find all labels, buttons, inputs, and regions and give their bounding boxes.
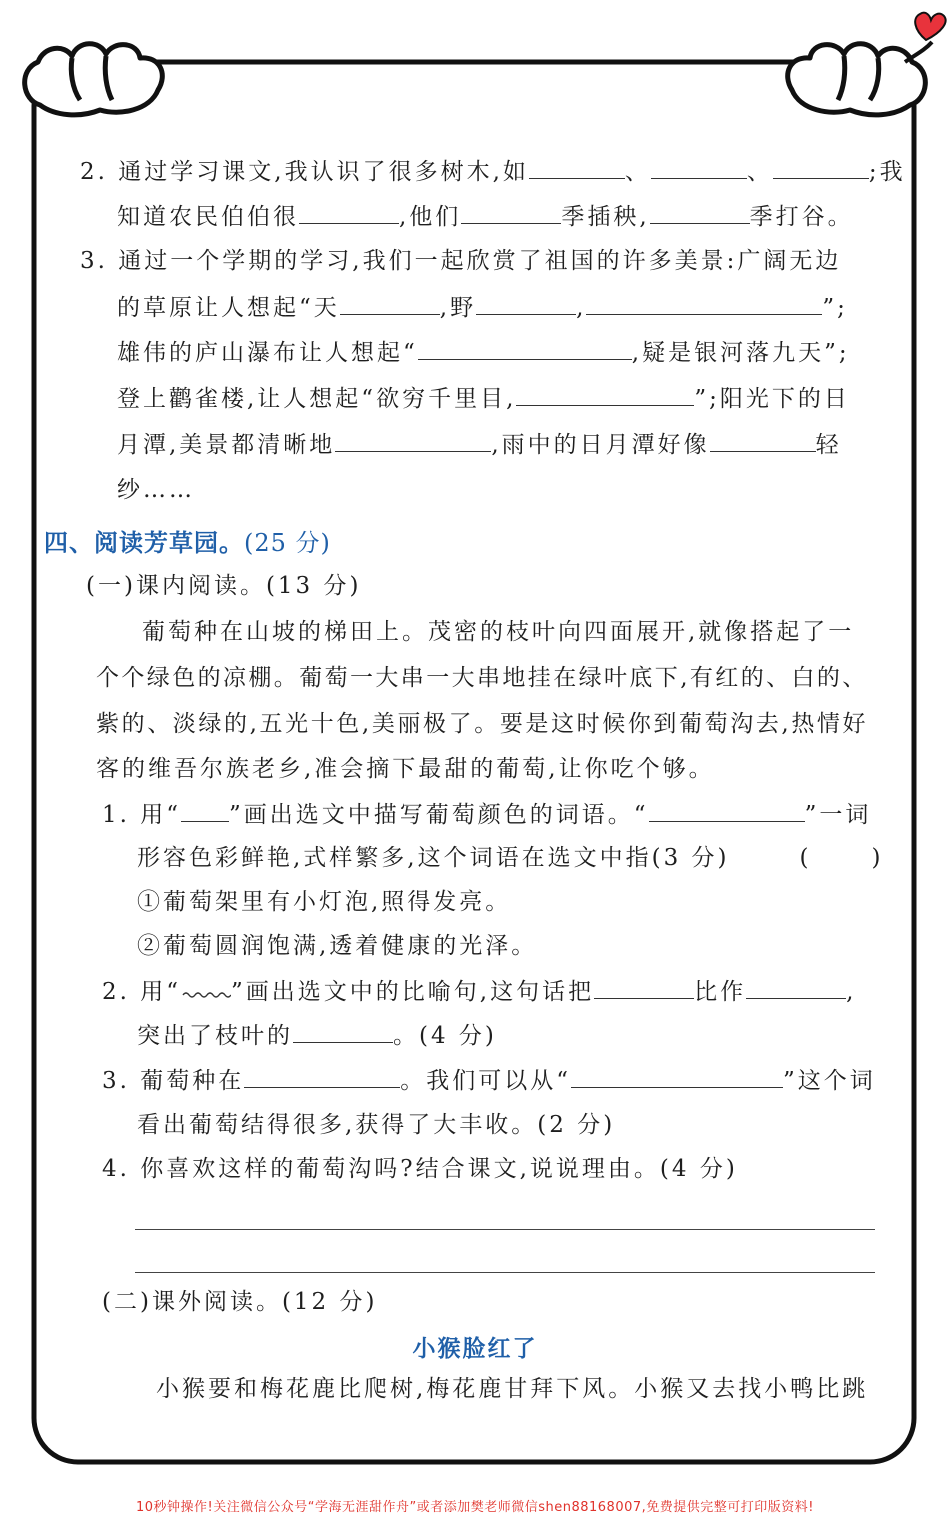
- answer-blank[interactable]: [586, 292, 822, 315]
- answer-blank[interactable]: [516, 383, 694, 406]
- q3-line5: 月潭,美景都清晰地 ,雨中的日月潭好像 轻: [117, 429, 842, 460]
- wavy-underline-sample: [181, 977, 231, 999]
- q3-line1: 3. 通过一个学期的学习,我们一起欣赏了祖国的许多美景:广阔无边: [80, 248, 842, 274]
- story-line: 小猴要和梅花鹿比爬树,梅花鹿甘拜下风。小猴又去找小鸭比跳: [156, 1376, 869, 1402]
- answer-blank[interactable]: [650, 201, 750, 224]
- option-2[interactable]: ②葡萄圆润饱满,透着健康的光泽。: [137, 933, 538, 959]
- p1q2-line1: 2. 用“ ”画出选文中的比喻句,这句话把 比作 ,: [102, 976, 856, 1007]
- promo-footer: 10秒钟操作!关注微信公众号“学海无涯甜作舟”或者添加樊老师微信shen88168007,免费提供完整可打印版资料!: [136, 1500, 814, 1515]
- answer-blank[interactable]: [594, 976, 694, 999]
- p1q1-line2: 形容色彩鲜艳,式样繁多,这个词语在选文中指(3 分) ( ): [137, 845, 884, 871]
- answer-blank[interactable]: [340, 292, 440, 315]
- p1q4-line: 4. 你喜欢这样的葡萄沟吗?结合课文,说说理由。(4 分): [102, 1156, 738, 1182]
- answer-blank[interactable]: [651, 156, 747, 179]
- answer-blank[interactable]: [529, 156, 625, 179]
- p1q2-line2: 突出了枝叶的 。(4 分): [137, 1020, 497, 1051]
- choice-paren[interactable]: ( ): [799, 845, 884, 871]
- right-hand-icon: [788, 42, 932, 115]
- answer-blank[interactable]: [293, 1020, 393, 1043]
- answer-blank[interactable]: [746, 976, 846, 999]
- q3-line6: 纱……: [117, 477, 195, 503]
- q2-line1: 2. 通过学习课文,我认识了很多树木,如 、 、 ;我: [80, 156, 906, 187]
- answer-blank[interactable]: [476, 292, 576, 315]
- story-title: 小猴脸红了: [412, 1336, 538, 1362]
- option-1[interactable]: ①葡萄架里有小灯泡,照得发亮。: [137, 889, 512, 915]
- answer-blank[interactable]: [461, 201, 561, 224]
- answer-blank[interactable]: [299, 201, 399, 224]
- heart-icon: [915, 13, 945, 40]
- q3-line3: 雄伟的庐山瀑布让人想起“ ,疑是银河落九天”;: [117, 337, 850, 368]
- answer-writing-line[interactable]: [135, 1229, 875, 1230]
- answer-blank[interactable]: [710, 429, 816, 452]
- p1q3-line1: 3. 葡萄种在 。我们可以从“ ”这个词: [102, 1065, 876, 1096]
- part1-heading: (一)课内阅读。(13 分): [86, 573, 362, 599]
- q2-line2: 知道农民伯伯很 ,他们 季插秧, 季打谷。: [117, 201, 854, 232]
- answer-blank[interactable]: [649, 799, 805, 822]
- answer-blank[interactable]: [244, 1065, 400, 1088]
- answer-blank[interactable]: [773, 156, 869, 179]
- q3-number: 3.: [80, 248, 108, 274]
- answer-blank[interactable]: [335, 429, 491, 452]
- underline-sample: [181, 799, 229, 822]
- q3-line2: 的草原让人想起“天 ,野 , ”;: [117, 292, 848, 323]
- p1q1-line1: 1. 用“ ”画出选文中描写葡萄颜色的词语。“ ”一词: [102, 799, 871, 830]
- answer-blank[interactable]: [571, 1065, 783, 1088]
- p1q3-line2: 看出葡萄结得很多,获得了大丰收。(2 分): [137, 1112, 616, 1138]
- section-title: 四、阅读芳草园。(25 分): [44, 529, 331, 557]
- q2-number: 2.: [80, 159, 108, 185]
- left-hand-icon: [25, 44, 163, 115]
- answer-writing-line[interactable]: [135, 1272, 875, 1273]
- passage-line: 葡萄种在山坡的梯田上。茂密的枝叶向四面展开,就像搭起了一: [142, 619, 855, 645]
- passage-line: 紫的、淡绿的,五光十色,美丽极了。要是这时候你到葡萄沟去,热情好: [96, 711, 869, 737]
- passage-line: 客的维吾尔族老乡,准会摘下最甜的葡萄,让你吃个够。: [96, 756, 715, 782]
- part2-heading: (二)课外阅读。(12 分): [102, 1289, 378, 1315]
- q3-line4: 登上鹳雀楼,让人想起“欲穷千里目, ”;阳光下的日: [117, 383, 850, 414]
- passage-line: 个个绿色的凉棚。葡萄一大串一大串地挂在绿叶底下,有红的、白的、: [96, 665, 868, 691]
- answer-blank[interactable]: [418, 337, 632, 360]
